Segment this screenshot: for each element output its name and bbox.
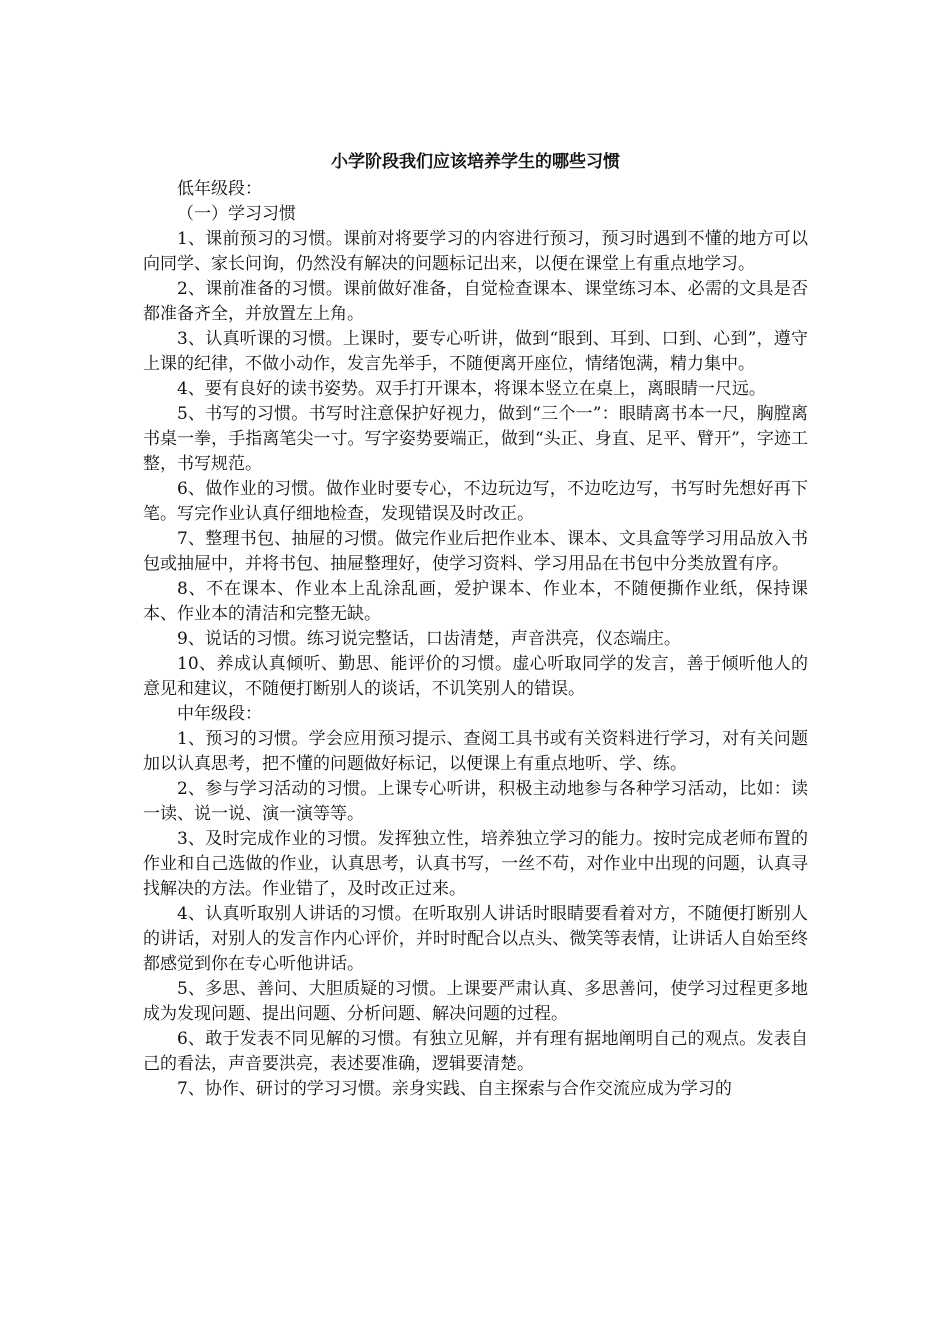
low-item-5: 5、书写的习惯。书写时注意保护好视力，做到“三个一”：眼睛离书本一尺，胸膛离书桌一拳，手指离笔尖一寸。写字姿势要端正，做到“头正、身直、足平、臂开”，字迹工整，书写规范。: [143, 404, 808, 474]
mid-item-5: 5、多思、善问、大胆质疑的习惯。上课要严肃认真、多思善问，使学习过程更多地成为发现问题、提出问题、分析问题、解决问题的过程。: [143, 979, 808, 1024]
mid-item-2: 2、参与学习活动的习惯。上课专心听讲，积极主动地参与各种学习活动，比如：读一读、说一说、演一演等等。: [143, 779, 808, 824]
low-item-2: 2、课前准备的习惯。课前做好准备，自觉检查课本、课堂练习本、必需的文具是否都准备齐全，并放置左上角。: [143, 279, 808, 324]
document-title: 小学阶段我们应该培养学生的哪些习惯: [331, 152, 620, 172]
low-item-9: 9、说话的习惯。练习说完整话，口齿清楚，声音洪亮，仪态端庄。: [177, 629, 681, 649]
mid-item-1: 1、预习的习惯。学会应用预习提示、查阅工具书或有关资料进行学习，对有关问题加以认真思考，把不懂的问题做好标记，以便课上有重点地听、学、练。: [143, 729, 808, 774]
mid-item-3: 3、及时完成作业的习惯。发挥独立性，培养独立学习的能力。按时完成老师布置的作业和自己选做的作业，认真思考，认真书写，一丝不苟，对作业中出现的问题，认真寻找解决的方法。作业错了，及时改正过来。: [143, 829, 808, 899]
mid-item-6: 6、敢于发表不同见解的习惯。有独立见解，并有理有据地阐明自己的观点。发表自己的看法，声音要洪亮，表述要准确，逻辑要清楚。: [143, 1029, 808, 1074]
low-item-8: 8、不在课本、作业本上乱涂乱画，爱护课本、作业本，不随便撕作业纸，保持课本、作业本的清洁和完整无缺。: [143, 579, 808, 624]
subsection-heading-study-habits: （一）学习习惯: [177, 204, 296, 224]
section-heading-low-grade: 低年级段：: [177, 179, 262, 199]
low-item-10: 10、养成认真倾听、勤思、能评价的习惯。虚心听取同学的发言，善于倾听他人的意见和建议，不随便打断别人的谈话，不讥笑别人的错误。: [143, 654, 808, 699]
low-item-7: 7、整理书包、抽屉的习惯。做完作业后把作业本、课本、文具盒等学习用品放入书包或抽屉中，并将书包、抽屉整理好，使学习资料、学习用品在书包中分类放置有序。: [143, 529, 808, 574]
low-item-3: 3、认真听课的习惯。上课时，要专心听讲，做到“眼到、耳到、口到、心到”，遵守上课的纪律，不做小动作，发言先举手，不随便离开座位，情绪饱满，精力集中。: [143, 329, 808, 374]
low-item-4: 4、要有良好的读书姿势。双手打开课本，将课本竖立在桌上，离眼睛一尺远。: [177, 379, 766, 399]
document-page: [143, 150, 808, 1102]
low-item-1: 1、课前预习的习惯。课前对将要学习的内容进行预习，预习时遇到不懂的地方可以向同学、家长问询，仍然没有解决的问题标记出来，以便在课堂上有重点地学习。: [143, 229, 808, 274]
mid-item-4: 4、认真听取别人讲话的习惯。在听取别人讲话时眼睛要看着对方，不随便打断别人的讲话，对别人的发言作内心评价，并时时配合以点头、微笑等表情，让讲话人自始至终都感觉到你在专心听他讲话。: [143, 904, 808, 974]
mid-item-7: 7、协作、研讨的学习习惯。亲身实践、自主探索与合作交流应成为学习的: [177, 1079, 732, 1099]
section-heading-mid-grade: 中年级段：: [177, 704, 262, 724]
low-item-6: 6、做作业的习惯。做作业时要专心，不边玩边写，不边吃边写，书写时先想好再下笔。写完作业认真仔细地检查，发现错误及时改正。: [143, 479, 808, 524]
